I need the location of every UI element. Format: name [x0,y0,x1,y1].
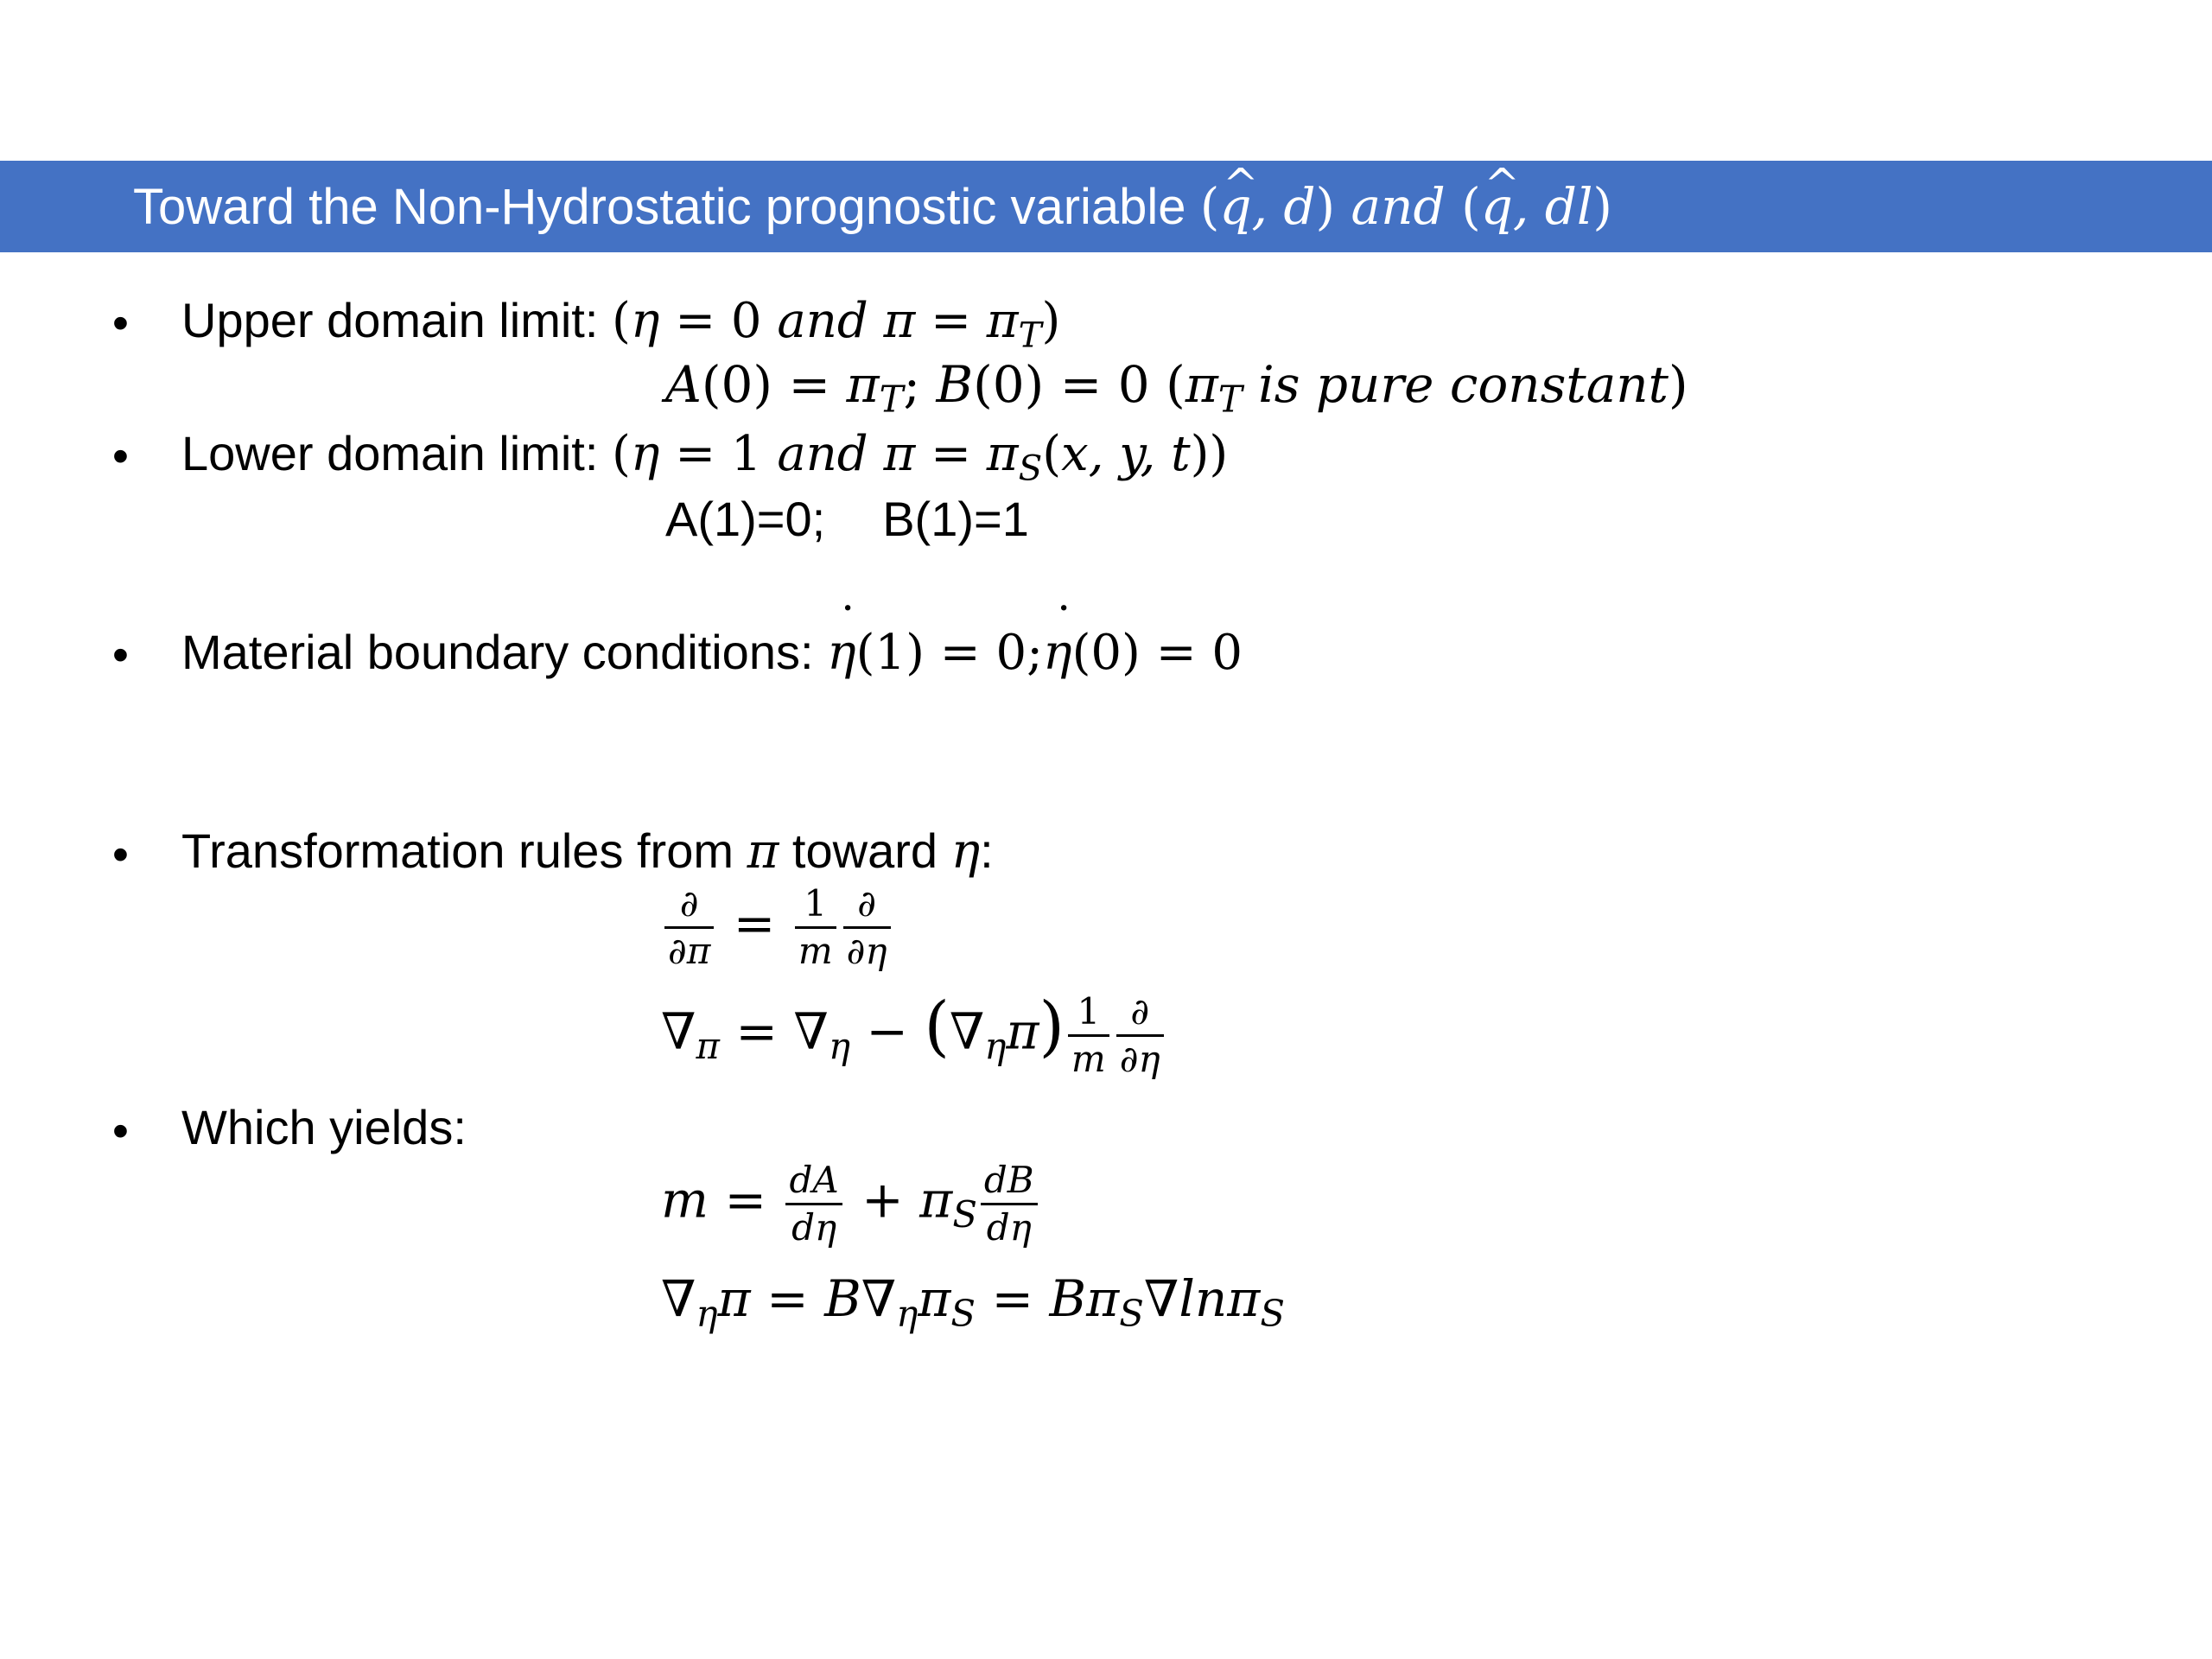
title-text: Toward the Non-Hydrostatic prognostic variable [133,179,1200,235]
eta-symbol: η [950,823,981,880]
lower-a-value: A(1)=0; [665,492,826,546]
title-math: (q ^, d) and (q ^, dl) [1200,177,1612,236]
material-boundary-label: Material boundary conditions: [181,625,828,679]
transformation-label: Transformation rules from [181,823,747,878]
lower-domain-equation [665,489,1029,550]
lower-b-value: B(1)=1 [882,492,1029,546]
bullet-transformation [181,821,994,882]
lower-domain-label: Lower domain limit: [181,426,612,480]
bullet-lower-domain [181,423,1228,499]
mass-equation: m = $\frac{dA}{d\eta}$ + $\pi_S$ $\frac{dB}{d\eta}$ [661,1158,1041,1250]
upper-domain-equation: $A(0) = \pi_T$; B(0) = 0 ($\pi_T$ is pure constant) [665,355,1688,421]
title-bar [0,161,2212,252]
derivative-transform-equation: $\frac{\partial}{\partial\pi}$ = $\frac{1}{m}$ $\frac{\partial}{\partial\eta}$ [661,881,894,974]
pi-symbol: π [747,823,779,880]
bullet-1-marker: • [112,297,129,349]
bullet-material-boundary [181,622,1243,683]
bullet-3-marker: • [112,629,129,681]
bullet-which-yields: Which yields: [181,1100,467,1154]
bullet-4-marker: • [112,829,129,880]
transformation-end: : [980,823,994,878]
material-boundary-math: η ˙(1) = 0;η ˙(0) = 0 [827,625,1243,681]
upper-domain-math: (η = 0 and $\pi = \pi_T$) [611,293,1061,356]
transformation-mid: toward [779,823,951,878]
lower-domain-math: (η = 1 and $\pi = \pi_S(x$, y, t)) [611,426,1229,489]
upper-domain-label: Upper domain limit: [181,293,612,347]
gradient-transform-equation: $\nabla_\pi = \nabla_\eta - (\nabla_\eta\pi)$ $\frac{1}{m}$ $\frac{\partial}{\partial\eta}$ [661,989,1167,1082]
pressure-gradient-equation: $\nabla_\eta\pi = B\nabla_\eta\pi_S = B\pi_S\nabla\ln\pi_S$ [661,1269,1285,1335]
slide-title [133,161,1612,252]
bullet-2-marker: • [112,430,129,482]
bullet-5-marker: • [112,1105,129,1157]
